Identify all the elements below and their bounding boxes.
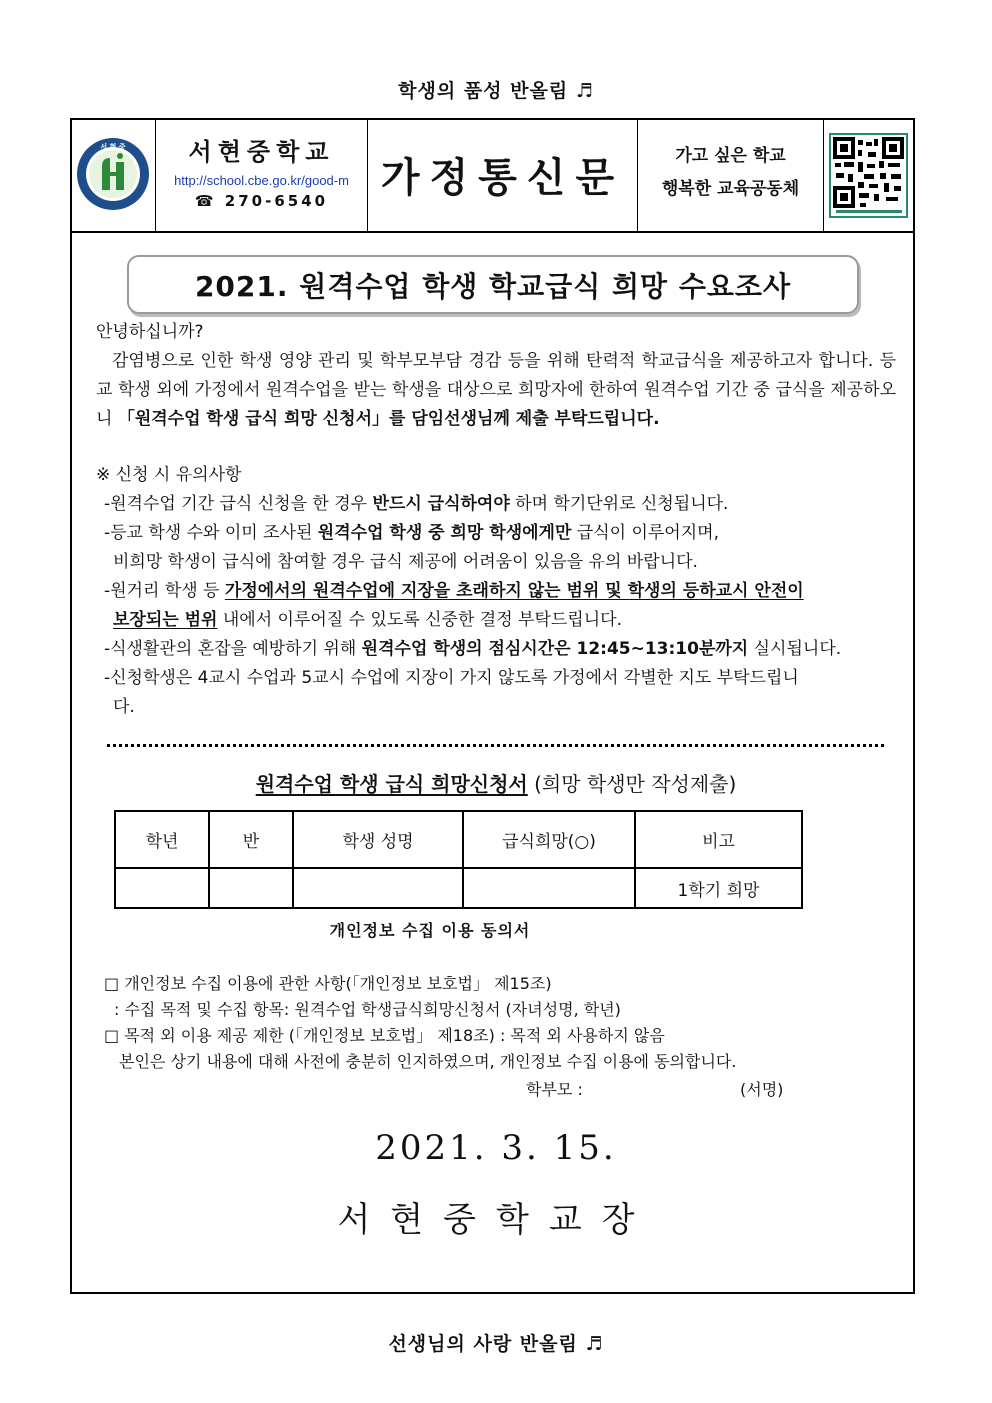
school-slogan	[638, 118, 824, 231]
header-class: 반	[209, 811, 293, 868]
intro-paragraph	[96, 347, 896, 434]
intro-request: 「원격수업 학생 급식 희망 신청서」를 담임선생님께 제출 부탁드립니다.	[117, 409, 660, 429]
parent-label: 학부모 :	[526, 1080, 583, 1099]
doc-title: 2021. 원격수업 학생 학교급식 희망 수요조사	[127, 255, 859, 314]
application-title: 원격수업 학생 급식 희망신청서 (희망 학생만 작성제출)	[255, 772, 737, 796]
note-3: -원거리 학생 등 가정에서의 원격수업에 지장을 초래하지 않는 범위 및 학생의 등하교시 안전이	[104, 581, 804, 601]
note-2: -등교 학생 수와 이미 조사된 원격수업 학생 중 희망 학생에게만 급식이 이루어지며,	[104, 523, 719, 543]
consent-line-4: 본인은 상기 내용에 대해 사전에 충분히 인지하였으며, 개인정보 수집 이용에 동의합니다.	[119, 1052, 737, 1071]
note-2-cont: 비희망 학생이 급식에 참여할 경우 급식 제공에 어려움이 있음을 유의 바랍니다.	[113, 552, 698, 572]
table-row	[115, 868, 802, 908]
newsletter-header	[70, 118, 913, 233]
consent-line-3: □ 목적 외 이용 제공 제한 (「개인정보 보호법」 제18조) : 목적 외 사용하지 않음	[104, 1026, 665, 1045]
school-info	[156, 118, 368, 231]
school-logo	[70, 118, 156, 231]
svg-text:서 현 중: 서 현 중	[100, 143, 126, 151]
header-student-name: 학생 성명	[293, 811, 463, 868]
grade-field[interactable]	[115, 868, 209, 908]
notes-title: ※ 신청 시 유의사항	[96, 465, 242, 485]
bottom-slogan: 선생님의 사랑 반올림 ♬	[388, 1333, 604, 1355]
note-3-cont: 보장되는 범위 내에서 이루어질 수 있도록 신중한 결정 부탁드립니다.	[113, 610, 622, 630]
student-name-field[interactable]	[293, 868, 463, 908]
consent-title: 개인정보 수집 이용 동의서	[329, 921, 531, 940]
sign-label[interactable]: (서명)	[740, 1080, 784, 1099]
note-1: -원격수업 기간 급식 신청을 한 경우 반드시 급식하여야 하며 학기단위로 신청됩니다.	[104, 494, 729, 514]
school-phone: ☎ 270-6540	[194, 192, 329, 210]
top-slogan: 학생의 품성 반올림 ♬	[398, 80, 594, 102]
qr-code-icon[interactable]	[824, 118, 913, 231]
principal-name: 서현중학교장	[337, 1200, 655, 1240]
application-table	[114, 810, 803, 909]
header-remarks: 비고	[635, 811, 802, 868]
logo-cell	[70, 118, 156, 231]
newsletter-title-cell	[368, 118, 638, 231]
issue-date: 2021. 3. 15.	[375, 1128, 617, 1168]
note-5: -신청학생은 4교시 수업과 5교시 수업에 지장이 가지 않도록 가정에서 각별한 지도 부탁드립니	[104, 668, 799, 688]
newsletter-title: 가정통신문	[380, 155, 625, 201]
slogan-line-2: 행복한 교육공동체	[661, 179, 800, 199]
header-grade: 학년	[115, 811, 209, 868]
slogan-line-1: 가고 싶은 학교	[675, 146, 786, 166]
note-5-cont: 다.	[113, 697, 135, 717]
remarks-cell: 1학기 희망	[635, 868, 802, 908]
consent-line-2: : 수집 목적 및 수집 항목: 원격수업 학생급식희망신청서 (자녀성명, 학년)	[114, 1000, 621, 1019]
consent-line-1: □ 개인정보 수집 이용에 관한 사항(「개인정보 보호법」 제15조)	[104, 974, 552, 993]
cut-line	[107, 744, 884, 747]
class-field[interactable]	[209, 868, 293, 908]
table-header-row	[115, 811, 802, 868]
header-meal-wish: 급식희망(○)	[463, 811, 635, 868]
school-name: 서현중학교	[188, 138, 335, 166]
school-url[interactable]: http://school.cbe.go.kr/good-m	[174, 173, 349, 188]
note-4: -식생활관의 혼잡을 예방하기 위해 원격수업 학생의 점심시간은 12:45~13:10분까지 실시됩니다.	[104, 639, 842, 659]
qr-cell	[824, 118, 913, 231]
greeting: 안녕하십니까?	[96, 322, 204, 342]
meal-wish-field[interactable]	[463, 868, 635, 908]
intro-text: 감염병으로 인한 학생 영양 관리 및 학부모부담 경감 등을 위해 탄력적 학교급식을 제공하고자 합니다. 등교 학생 외에 가정에서 원격수업을 받는 학생을 대상으로 희망자에 한하여 원격수업 기간 중 급식을 제공하오니	[96, 351, 896, 429]
